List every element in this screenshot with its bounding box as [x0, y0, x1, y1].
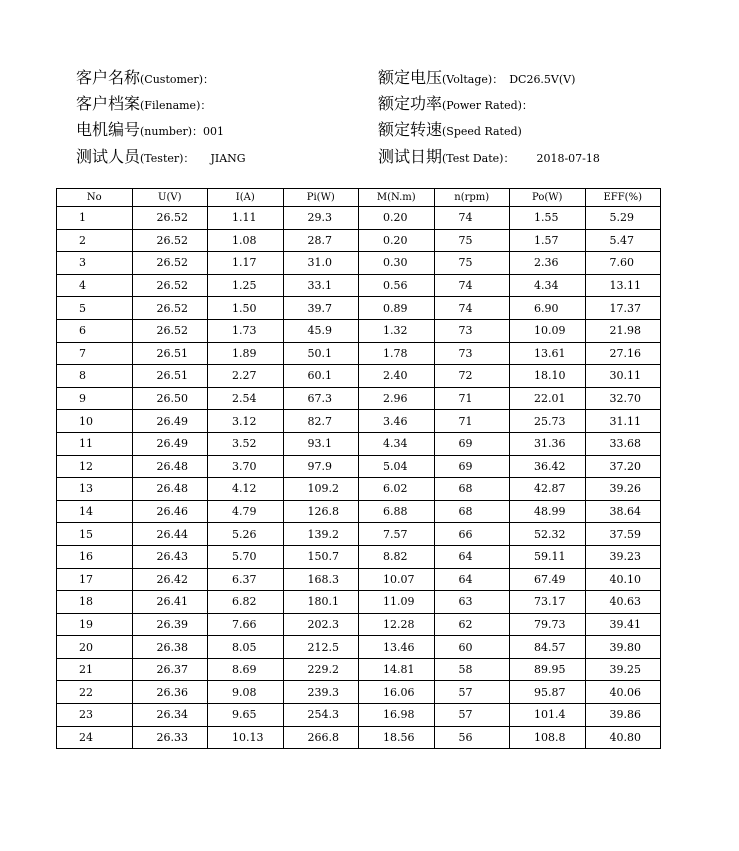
table-cell: 3.46 — [359, 410, 435, 433]
voltage-label-cn: 额定电压 — [378, 68, 443, 87]
speed-label-cn: 额定转速 — [378, 120, 443, 139]
table-cell: 126.8 — [283, 500, 359, 523]
table-cell: 266.8 — [283, 726, 359, 749]
table-cell: 0.20 — [359, 229, 435, 252]
table-cell: 64 — [434, 568, 510, 591]
table-cell: 37.59 — [585, 523, 661, 546]
number-label-en: (number)： — [140, 125, 204, 138]
table-cell: 26.52 — [132, 229, 208, 252]
table-cell: 5.47 — [585, 229, 661, 252]
table-row — [57, 636, 661, 659]
table-cell: 29.3 — [283, 207, 359, 230]
table-cell: 26.49 — [132, 432, 208, 455]
table-cell: 27.16 — [585, 342, 661, 365]
table-cell: 1.08 — [208, 229, 284, 252]
table-cell: 10.13 — [208, 726, 284, 749]
table-cell: 26.52 — [132, 319, 208, 342]
table-cell: 84.57 — [510, 636, 586, 659]
table-cell: 26.52 — [132, 252, 208, 275]
table-cell: 19 — [57, 613, 133, 636]
table-row — [57, 455, 661, 478]
tester-field — [76, 145, 246, 169]
column-header-no: No — [57, 189, 133, 207]
table-cell: 2.54 — [208, 387, 284, 410]
table-cell: 37.20 — [585, 455, 661, 478]
table-cell: 26.42 — [132, 568, 208, 591]
table-cell: 60.1 — [283, 365, 359, 388]
table-cell: 3.12 — [208, 410, 284, 433]
table-cell: 10 — [57, 410, 133, 433]
table-cell: 7 — [57, 342, 133, 365]
table-cell: 26.52 — [132, 207, 208, 230]
table-row — [57, 365, 661, 388]
table-cell: 26.33 — [132, 726, 208, 749]
table-cell: 22.01 — [510, 387, 586, 410]
table-cell: 64 — [434, 545, 510, 568]
table-cell: 8.69 — [208, 658, 284, 681]
filename-label-cn: 客户档案 — [76, 94, 141, 113]
table-cell: 73 — [434, 319, 510, 342]
table-cell: 1.32 — [359, 319, 435, 342]
table-cell: 7.57 — [359, 523, 435, 546]
report-header — [0, 0, 739, 180]
table-cell: 1.17 — [208, 252, 284, 275]
voltage-value: DC26.5V(V) — [509, 73, 576, 86]
table-row — [57, 500, 661, 523]
table-cell: 11 — [57, 432, 133, 455]
table-cell: 10.07 — [359, 568, 435, 591]
table-cell: 66 — [434, 523, 510, 546]
table-cell: 8.82 — [359, 545, 435, 568]
date-field — [378, 145, 600, 169]
table-row — [57, 478, 661, 501]
table-cell: 39.26 — [585, 478, 661, 501]
table-cell: 1 — [57, 207, 133, 230]
table-cell: 202.3 — [283, 613, 359, 636]
table-cell: 7.66 — [208, 613, 284, 636]
table-cell: 26.52 — [132, 297, 208, 320]
table-cell: 36.42 — [510, 455, 586, 478]
table-cell: 0.89 — [359, 297, 435, 320]
table-row — [57, 387, 661, 410]
table-cell: 71 — [434, 387, 510, 410]
table-row — [57, 681, 661, 704]
column-header-torque: M(N.m) — [359, 189, 435, 207]
table-cell: 6.90 — [510, 297, 586, 320]
voltage-field — [378, 66, 575, 90]
table-cell: 6.88 — [359, 500, 435, 523]
power-field — [378, 92, 533, 116]
table-cell: 16.06 — [359, 681, 435, 704]
table-header-row — [57, 189, 661, 207]
table-row — [57, 432, 661, 455]
table-cell: 3.52 — [208, 432, 284, 455]
table-cell: 82.7 — [283, 410, 359, 433]
table-cell: 3.70 — [208, 455, 284, 478]
test-data-table — [56, 188, 661, 749]
table-cell: 39.23 — [585, 545, 661, 568]
table-cell: 73.17 — [510, 591, 586, 614]
table-row — [57, 591, 661, 614]
table-cell: 74 — [434, 207, 510, 230]
table-cell: 13.46 — [359, 636, 435, 659]
table-cell: 17 — [57, 568, 133, 591]
table-cell: 40.06 — [585, 681, 661, 704]
tester-value: JIANG — [210, 152, 246, 165]
table-cell: 67.49 — [510, 568, 586, 591]
tester-label-en: (Tester)： — [140, 152, 195, 165]
table-cell: 56 — [434, 726, 510, 749]
voltage-label-en: (Voltage)： — [442, 73, 504, 86]
table-cell: 69 — [434, 432, 510, 455]
table-cell: 38.64 — [585, 500, 661, 523]
table-row — [57, 274, 661, 297]
table-cell: 75 — [434, 229, 510, 252]
table-cell: 1.11 — [208, 207, 284, 230]
table-cell: 109.2 — [283, 478, 359, 501]
table-row — [57, 704, 661, 727]
table-cell: 180.1 — [283, 591, 359, 614]
table-row — [57, 252, 661, 275]
table-cell: 6.02 — [359, 478, 435, 501]
table-cell: 5 — [57, 297, 133, 320]
table-cell: 9 — [57, 387, 133, 410]
table-cell: 26.39 — [132, 613, 208, 636]
power-label-cn: 额定功率 — [378, 94, 443, 113]
table-cell: 4 — [57, 274, 133, 297]
table-cell: 40.10 — [585, 568, 661, 591]
table-cell: 2 — [57, 229, 133, 252]
number-label-cn: 电机编号 — [76, 120, 141, 139]
customer-label-en: (Customer)： — [140, 73, 214, 86]
table-cell: 28.7 — [283, 229, 359, 252]
table-cell: 2.27 — [208, 365, 284, 388]
table-cell: 50.1 — [283, 342, 359, 365]
table-cell: 18.56 — [359, 726, 435, 749]
table-cell: 26.48 — [132, 478, 208, 501]
table-cell: 254.3 — [283, 704, 359, 727]
table-cell: 97.9 — [283, 455, 359, 478]
table-row — [57, 726, 661, 749]
number-value: 001 — [203, 125, 225, 138]
table-cell: 26.52 — [132, 274, 208, 297]
table-cell: 4.34 — [359, 432, 435, 455]
table-cell: 212.5 — [283, 636, 359, 659]
table-cell: 26.50 — [132, 387, 208, 410]
table-row — [57, 229, 661, 252]
table-cell: 0.56 — [359, 274, 435, 297]
table-cell: 3 — [57, 252, 133, 275]
table-cell: 73 — [434, 342, 510, 365]
table-row — [57, 613, 661, 636]
table-cell: 1.73 — [208, 319, 284, 342]
table-cell: 6.37 — [208, 568, 284, 591]
table-cell: 26.41 — [132, 591, 208, 614]
table-cell: 39.25 — [585, 658, 661, 681]
power-label-en: (Power Rated)： — [442, 99, 533, 112]
table-cell: 26.51 — [132, 342, 208, 365]
customer-label-cn: 客户名称 — [76, 68, 141, 87]
table-cell: 21.98 — [585, 319, 661, 342]
table-cell: 26.44 — [132, 523, 208, 546]
table-cell: 26.37 — [132, 658, 208, 681]
table-cell: 31.11 — [585, 410, 661, 433]
table-cell: 1.50 — [208, 297, 284, 320]
table-cell: 74 — [434, 297, 510, 320]
table-cell: 1.57 — [510, 229, 586, 252]
table-cell: 79.73 — [510, 613, 586, 636]
table-cell: 26.34 — [132, 704, 208, 727]
table-row — [57, 523, 661, 546]
table-cell: 229.2 — [283, 658, 359, 681]
table-cell: 63 — [434, 591, 510, 614]
table-cell: 26.46 — [132, 500, 208, 523]
table-cell: 4.12 — [208, 478, 284, 501]
table-cell: 39.41 — [585, 613, 661, 636]
table-cell: 57 — [434, 704, 510, 727]
table-cell: 14 — [57, 500, 133, 523]
table-cell: 93.1 — [283, 432, 359, 455]
table-cell: 0.30 — [359, 252, 435, 275]
table-cell: 101.4 — [510, 704, 586, 727]
table-cell: 75 — [434, 252, 510, 275]
table-cell: 15 — [57, 523, 133, 546]
table-cell: 39.7 — [283, 297, 359, 320]
table-cell: 33.68 — [585, 432, 661, 455]
table-cell: 150.7 — [283, 545, 359, 568]
column-header-input-power: Pi(W) — [283, 189, 359, 207]
table-cell: 74 — [434, 274, 510, 297]
date-label-en: (Test Date)： — [442, 152, 515, 165]
table-cell: 18 — [57, 591, 133, 614]
table-cell: 71 — [434, 410, 510, 433]
filename-label-en: (Filename)： — [140, 99, 212, 112]
table-cell: 12.28 — [359, 613, 435, 636]
table-cell: 13.61 — [510, 342, 586, 365]
table-cell: 39.80 — [585, 636, 661, 659]
column-header-speed: n(rpm) — [434, 189, 510, 207]
column-header-current: I(A) — [208, 189, 284, 207]
table-cell: 1.89 — [208, 342, 284, 365]
table-cell: 68 — [434, 478, 510, 501]
table-cell: 139.2 — [283, 523, 359, 546]
table-cell: 2.96 — [359, 387, 435, 410]
table-cell: 7.60 — [585, 252, 661, 275]
table-cell: 40.63 — [585, 591, 661, 614]
table-cell: 52.32 — [510, 523, 586, 546]
table-cell: 1.78 — [359, 342, 435, 365]
table-cell: 95.87 — [510, 681, 586, 704]
table-cell: 8 — [57, 365, 133, 388]
table-cell: 24 — [57, 726, 133, 749]
table-cell: 26.49 — [132, 410, 208, 433]
table-cell: 13 — [57, 478, 133, 501]
table-row — [57, 410, 661, 433]
table-cell: 1.55 — [510, 207, 586, 230]
table-cell: 58 — [434, 658, 510, 681]
table-cell: 26.48 — [132, 455, 208, 478]
table-cell: 72 — [434, 365, 510, 388]
table-row — [57, 568, 661, 591]
table-row — [57, 658, 661, 681]
table-cell: 108.8 — [510, 726, 586, 749]
table-cell: 5.29 — [585, 207, 661, 230]
table-row — [57, 297, 661, 320]
table-cell: 31.36 — [510, 432, 586, 455]
table-cell: 32.70 — [585, 387, 661, 410]
table-cell: 5.26 — [208, 523, 284, 546]
table-row — [57, 207, 661, 230]
table-row — [57, 545, 661, 568]
table-cell: 89.95 — [510, 658, 586, 681]
table-cell: 8.05 — [208, 636, 284, 659]
date-label-cn: 测试日期 — [378, 147, 443, 166]
table-cell: 20 — [57, 636, 133, 659]
table-cell: 12 — [57, 455, 133, 478]
table-cell: 22 — [57, 681, 133, 704]
speed-field — [378, 118, 522, 142]
table-cell: 5.70 — [208, 545, 284, 568]
table-cell: 2.36 — [510, 252, 586, 275]
table-cell: 168.3 — [283, 568, 359, 591]
table-cell: 26.43 — [132, 545, 208, 568]
table-cell: 1.25 — [208, 274, 284, 297]
column-header-efficiency: EFF(%) — [585, 189, 661, 207]
table-cell: 0.20 — [359, 207, 435, 230]
table-cell: 48.99 — [510, 500, 586, 523]
table-cell: 18.10 — [510, 365, 586, 388]
table-cell: 25.73 — [510, 410, 586, 433]
table-cell: 26.38 — [132, 636, 208, 659]
table-cell: 33.1 — [283, 274, 359, 297]
column-header-voltage: U(V) — [132, 189, 208, 207]
table-cell: 67.3 — [283, 387, 359, 410]
table-cell: 30.11 — [585, 365, 661, 388]
table-cell: 69 — [434, 455, 510, 478]
table-cell: 9.65 — [208, 704, 284, 727]
table-cell: 6 — [57, 319, 133, 342]
table-cell: 239.3 — [283, 681, 359, 704]
table-cell: 68 — [434, 500, 510, 523]
customer-field — [76, 66, 214, 90]
table-cell: 31.0 — [283, 252, 359, 275]
table-cell: 59.11 — [510, 545, 586, 568]
table-cell: 39.86 — [585, 704, 661, 727]
table-cell: 4.34 — [510, 274, 586, 297]
table-cell: 16.98 — [359, 704, 435, 727]
table-cell: 2.40 — [359, 365, 435, 388]
table-cell: 10.09 — [510, 319, 586, 342]
table-cell: 17.37 — [585, 297, 661, 320]
table-cell: 42.87 — [510, 478, 586, 501]
table-cell: 14.81 — [359, 658, 435, 681]
speed-label-en: (Speed Rated) — [442, 125, 522, 138]
filename-field — [76, 92, 211, 116]
date-value: 2018-07-18 — [536, 152, 600, 165]
table-cell: 40.80 — [585, 726, 661, 749]
table-row — [57, 319, 661, 342]
table-cell: 11.09 — [359, 591, 435, 614]
table-cell: 26.36 — [132, 681, 208, 704]
table-cell: 26.51 — [132, 365, 208, 388]
tester-label-cn: 测试人员 — [76, 147, 141, 166]
table-cell: 23 — [57, 704, 133, 727]
table-cell: 5.04 — [359, 455, 435, 478]
table-cell: 9.08 — [208, 681, 284, 704]
table-cell: 62 — [434, 613, 510, 636]
table-cell: 21 — [57, 658, 133, 681]
table-cell: 6.82 — [208, 591, 284, 614]
table-cell: 45.9 — [283, 319, 359, 342]
column-header-output-power: Po(W) — [510, 189, 586, 207]
table-body — [57, 207, 661, 749]
table-cell: 16 — [57, 545, 133, 568]
table-cell: 57 — [434, 681, 510, 704]
number-field — [76, 118, 224, 142]
table-cell: 60 — [434, 636, 510, 659]
table-row — [57, 342, 661, 365]
table-cell: 4.79 — [208, 500, 284, 523]
table-cell: 13.11 — [585, 274, 661, 297]
